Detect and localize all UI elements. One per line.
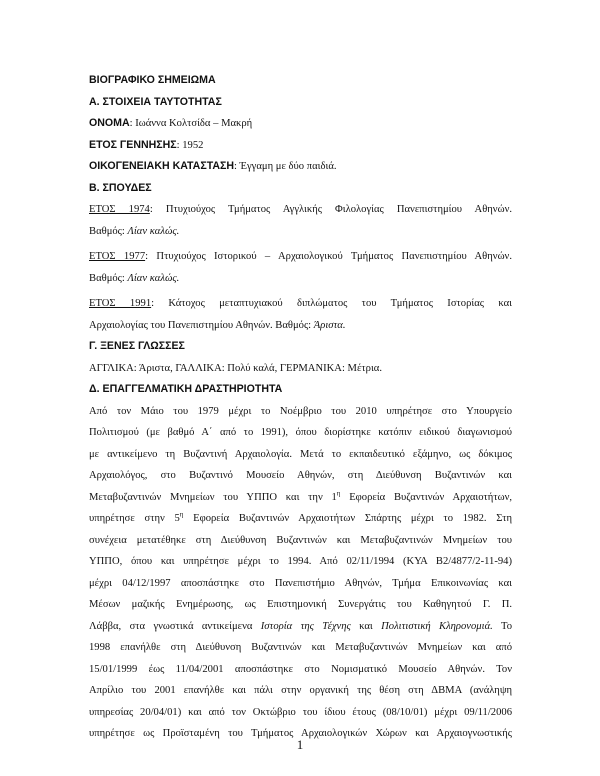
grade-value: Άριστα. xyxy=(313,319,346,331)
study-year: ΕΤΟΣ 1977 xyxy=(89,251,146,262)
career-line: υπηρέτησε στην $5^\eta$ Εφορεία Βυζαντινών Αρχαιοτήτων Σπάρτης μέχρι το 1982. Στη xyxy=(89,510,513,524)
languages-line xyxy=(89,358,512,380)
language-german: ΓΕΡΜΑΝΙΚΑ xyxy=(279,362,342,374)
study-description: : Πτυχιούχος Τμήματος Αγγλικής Φιλολογίας Πανεπιστημίου Αθηνών. xyxy=(149,204,513,215)
document-title: ΒΙΟΓΡΑΦΙΚΟ ΣΗΜΕΙΩΜΑ xyxy=(89,74,216,86)
career-line: Πολιτισμού (με βαθμό Α΄ από το 1991), όπου διορίστηκε κατόπιν ειδικού διαγωνισμού xyxy=(89,427,512,438)
language-english-level: : Άριστα, xyxy=(133,362,176,374)
study-description: : Πτυχιούχος Ιστορικού – Αρχαιολογικού Τμήματος Πανεπιστημίου Αθηνών. xyxy=(145,251,512,262)
section-heading-career: Δ. ΕΠΑΓΓΕΛΜΑΤΙΚΗ ΔΡΑΣΤΗΡΙΟΤΗΤΑ xyxy=(89,383,283,395)
language-french-level: : Πολύ καλά, xyxy=(221,362,280,374)
language-english: ΑΓΓΛΙΚΑ xyxy=(89,362,134,374)
career-line: υπηρέτησε ως Προϊσταμένη του Τμήματος Αρχαιολογικών Χώρων και Αρχαιογνωστικής xyxy=(89,728,512,739)
name-line xyxy=(89,113,512,135)
grade-value: Λίαν καλώς. xyxy=(127,225,180,237)
study-line xyxy=(89,246,512,268)
family-status-value: : Έγγαμη με δύο παιδιά. xyxy=(234,161,337,172)
name-value: : Ιωάννα Κολτσίδα – Μακρή xyxy=(129,118,253,129)
grade-value: Λίαν καλώς. xyxy=(127,272,180,284)
career-line: 15/01/1999 έως 11/04/2001 αποσπάστηκε στο Νομισματικό Μουσείο Αθηνών. Τον xyxy=(89,663,512,675)
birth-year-label: ΕΤΟΣ ΓΕΝΝΗΣΗΣ xyxy=(89,138,177,151)
career-line: υπηρεσίας 20/04/01) και από τον Οκτώβριο του ίδιου έτους (08/10/01) μέχρι 09/11/2006 xyxy=(89,706,512,718)
family-status-label: ΟΙΚΟΓΕΝΕΙΑΚΗ ΚΑΤΑΣΤΑΣΗ xyxy=(89,160,235,172)
grade-label: Βαθμός: xyxy=(89,272,128,284)
language-german-level: : Μέτρια. xyxy=(341,362,382,374)
study-entry-1974 xyxy=(89,199,512,242)
career-line: Από τον Μάιο του 1979 μέχρι το Νοέμβριο του 2010 υπηρέτησε στο Υπουργείο xyxy=(89,405,512,417)
section-heading-identity: Α. ΣΤΟΙΧΕΙΑ ΤΑΥΤΟΤΗΤΑΣ xyxy=(89,95,222,108)
study-year: ΕΤΟΣ 1991 xyxy=(89,298,152,309)
document-body xyxy=(89,70,512,745)
career-line: μέχρι 04/12/1997 αποσπάστηκε στο Πανεπιστήμιο Αθηνών, Τμήμα Επικοινωνίας και xyxy=(89,577,512,589)
study-grade-line xyxy=(89,268,512,290)
name-label: ΟΝΟΜΑ xyxy=(89,117,130,129)
career-line: Απρίλιο του 2001 επανήλθε και πάλι στην οργανική της θέση στη ΔΒΜΑ (ανάληψη xyxy=(89,685,512,696)
study-year: ΕΤΟΣ 1974 xyxy=(89,204,150,215)
family-status-line xyxy=(89,156,512,178)
career-line: Μεταβυζαντινών Μνημείων του ΥΠΠΟ και την $1^\eta$ Εφορεία Βυζαντινών Αρχαιοτήτων, xyxy=(89,488,513,503)
birth-year-value: : 1952 xyxy=(176,139,204,151)
section-heading-studies: Β. ΣΠΟΥΔΕΣ xyxy=(89,181,152,194)
study-line xyxy=(89,293,512,315)
study-description-cont: Αρχαιολογίας του Πανεπιστημίου Αθηνών. Βαθμός: xyxy=(89,319,314,331)
study-line xyxy=(89,199,512,221)
birth-year-line xyxy=(89,135,512,157)
study-grade-line xyxy=(89,315,512,337)
study-description: : Κάτοχος μεταπτυχιακού διπλώματος του Τμήματος Ιστορίας και xyxy=(151,298,512,309)
grade-label: Βαθμός: xyxy=(89,225,128,237)
career-line: Αρχαιολόγος, στο Βυζαντινό Μουσείο Αθηνών, στη Διεύθυνση Βυζαντινών και xyxy=(89,470,512,481)
career-line: με αντικείμενο τη Βυζαντινή Αρχαιολογία. Μετά το εκπαιδευτικό εξάμηνο, ως δόκιμος xyxy=(89,448,512,460)
career-line: 1998 επανήλθε στη Διεύθυνση Βυζαντινών και Μεταβυζαντινών Μνημείων και από xyxy=(89,642,512,653)
study-grade-line xyxy=(89,221,512,243)
career-line: Λάββα, στα γνωστικά αντικείμενα Ιστορία της Τέχνης και Πολιτιστική Κληρονομιά. Το xyxy=(89,620,512,632)
career-line: συνέχεια μετατέθηκε στη Διεύθυνση Βυζαντινών και Μεταβυζαντινών Μνημείων του xyxy=(89,534,512,546)
study-entry-1991 xyxy=(89,293,512,336)
language-french: ΓΑΛΛΙΚΑ xyxy=(175,362,222,374)
page-number: 1 xyxy=(296,737,304,752)
study-entry-1977 xyxy=(89,246,512,289)
career-line: Μέσων μαζικής Ενημέρωσης, ως Επιστημονική Συνεργάτις του Καθηγητού Γ. Π. xyxy=(89,599,512,610)
section-heading-languages: Γ. ΞΕΝΕΣ ΓΛΩΣΣΕΣ xyxy=(89,340,185,352)
career-paragraph xyxy=(89,401,512,745)
career-line: ΥΠΠΟ, όπου και υπηρέτησε μέχρι το 1994. Από 02/11/1994 (ΚΥΑ Β2/4877/2-11-94) xyxy=(89,556,512,567)
